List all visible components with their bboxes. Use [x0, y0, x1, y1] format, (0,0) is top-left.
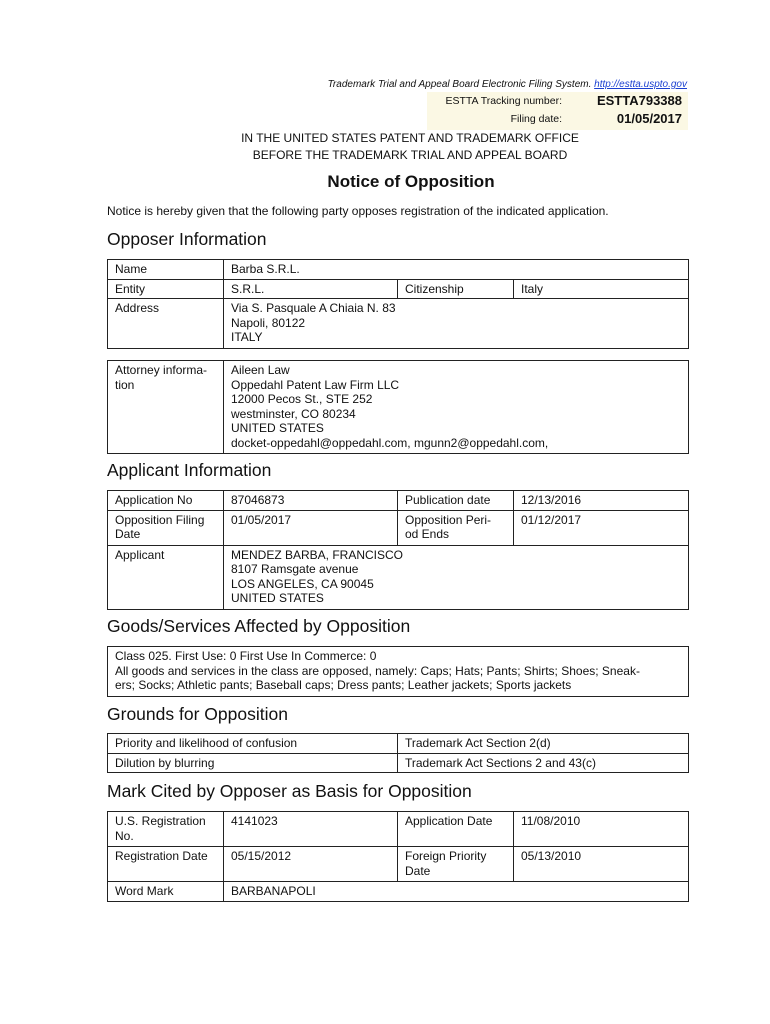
goods-line: All goods and services in the class are opposed, namely: Caps; Hats; Pants; Shirts; Shoes; Sneak-	[115, 663, 640, 678]
publication-date-value: 12/13/2016	[514, 491, 689, 511]
ground-cell: Dilution by blurring	[108, 753, 398, 773]
attorney-label	[108, 361, 224, 454]
name-label: Name	[108, 260, 224, 280]
attorney-line: 12000 Pecos St., STE 252	[231, 392, 373, 406]
opposition-filing-label	[108, 510, 224, 545]
address-label: Address	[108, 299, 224, 349]
applicant-heading: Applicant Information	[107, 460, 272, 480]
goods-line: ers; Socks; Athletic pants; Baseball caps; Dress pants; Leather jackets; Sports jackets	[115, 678, 572, 692]
mark-heading: Mark Cited by Opposer as Basis for Opposition	[107, 781, 472, 801]
goods-table	[107, 646, 689, 697]
entity-label: Entity	[108, 279, 224, 299]
entity-value: S.R.L.	[224, 279, 398, 299]
registration-no-label	[108, 812, 224, 847]
opposer-heading: Opposer Information	[107, 229, 267, 249]
attorney-label-line: Attorney informa-	[115, 363, 208, 377]
applicant-label: Applicant	[108, 545, 224, 609]
foreign-priority-label	[398, 847, 514, 882]
address-line: ITALY	[231, 330, 263, 344]
address-line: Napoli, 80122	[231, 315, 306, 330]
label-line: od Ends	[405, 527, 450, 541]
name-value: Barba S.R.L.	[224, 260, 689, 280]
opposition-filing-value: 01/05/2017	[224, 510, 398, 545]
label-line: Opposition Filing	[115, 512, 205, 527]
table-row	[108, 647, 689, 697]
application-date-label: Application Date	[398, 812, 514, 847]
tracking-value: ESTTA793388	[596, 93, 682, 108]
ground-cell: Priority and likelihood of confusion	[108, 734, 398, 754]
attorney-emails: docket-oppedahl@oppedahl.com, mgunn2@oppedahl.com,	[231, 435, 549, 450]
foreign-priority-value: 05/13/2010	[514, 847, 689, 882]
table-row	[108, 260, 689, 280]
table-row	[108, 510, 689, 545]
table-row	[108, 734, 689, 754]
goods-line: Class 025. First Use: 0 First Use In Commerce: 0	[115, 649, 377, 663]
publication-date-label: Publication date	[398, 491, 514, 511]
notice-text: Notice is hereby given that the following party opposes registration of the indicated application.	[107, 204, 609, 218]
filing-system-text: Trademark Trial and Appeal Board Electronic Filing System.	[327, 79, 592, 90]
registration-date-label: Registration Date	[108, 847, 224, 882]
label-line: Date	[115, 527, 141, 541]
citizenship-value: Italy	[514, 279, 689, 299]
goods-description	[108, 647, 689, 697]
applicant-line: LOS ANGELES, CA 90045	[231, 576, 374, 591]
grounds-heading: Grounds for Opposition	[107, 704, 288, 724]
label-line: U.S. Registration	[115, 814, 206, 828]
mark-table	[107, 811, 689, 902]
filing-date-label: Filing date:	[510, 113, 562, 125]
registration-date-value: 05/15/2012	[224, 847, 398, 882]
tracking-box	[427, 92, 688, 130]
opposition-period-label	[398, 510, 514, 545]
section-cell: Trademark Act Sections 2 and 43(c)	[398, 753, 689, 773]
table-row	[108, 847, 689, 882]
table-row	[108, 299, 689, 349]
application-no-value: 87046873	[224, 491, 398, 511]
filing-date-value: 01/05/2017	[616, 111, 682, 126]
application-no-label: Application No	[108, 491, 224, 511]
filing-system-line	[328, 79, 687, 90]
goods-heading: Goods/Services Affected by Opposition	[107, 616, 411, 636]
table-row	[108, 882, 689, 902]
applicant-line: 8107 Ramsgate avenue	[231, 562, 359, 576]
address-value	[224, 299, 689, 349]
applicant-value	[224, 545, 689, 609]
attorney-line: UNITED STATES	[231, 421, 324, 435]
attorney-table	[107, 360, 689, 454]
attorney-label-line: tion	[115, 377, 135, 392]
label-line: Foreign Priority	[405, 849, 487, 863]
word-mark-value: BARBANAPOLI	[224, 882, 689, 902]
office-line-2: BEFORE THE TRADEMARK TRIAL AND APPEAL BOARD	[252, 148, 568, 162]
document-title: Notice of Opposition	[327, 172, 495, 191]
table-row	[108, 545, 689, 609]
grounds-table	[107, 733, 689, 773]
table-row	[108, 279, 689, 299]
address-line: Via S. Pasquale A Chiaia N. 83	[231, 301, 396, 315]
opposer-table	[107, 259, 689, 349]
label-line: No.	[115, 828, 134, 843]
estta-link[interactable]: http://estta.uspto.gov	[594, 79, 687, 90]
application-date-value: 11/08/2010	[514, 812, 689, 847]
attorney-value	[224, 361, 689, 454]
label-line: Opposition Peri-	[405, 512, 492, 527]
table-row	[108, 361, 689, 454]
applicant-table	[107, 490, 689, 610]
section-cell: Trademark Act Section 2(d)	[398, 734, 689, 754]
applicant-line: MENDEZ BARBA, FRANCISCO	[231, 547, 404, 562]
table-row	[108, 753, 689, 773]
tracking-label: ESTTA Tracking number:	[445, 95, 562, 107]
office-line-1: IN THE UNITED STATES PATENT AND TRADEMARK OFFICE	[241, 131, 579, 145]
attorney-line: Aileen Law	[231, 363, 290, 377]
opposition-period-value: 01/12/2017	[514, 510, 689, 545]
word-mark-label: Word Mark	[108, 882, 224, 902]
citizenship-label: Citizenship	[398, 279, 514, 299]
attorney-line: westminster, CO 80234	[231, 406, 356, 421]
label-line: Date	[405, 863, 431, 878]
applicant-line: UNITED STATES	[231, 591, 324, 605]
table-row	[108, 491, 689, 511]
attorney-line: Oppedahl Patent Law Firm LLC	[231, 377, 400, 392]
table-row	[108, 812, 689, 847]
registration-no-value: 4141023	[224, 812, 398, 847]
